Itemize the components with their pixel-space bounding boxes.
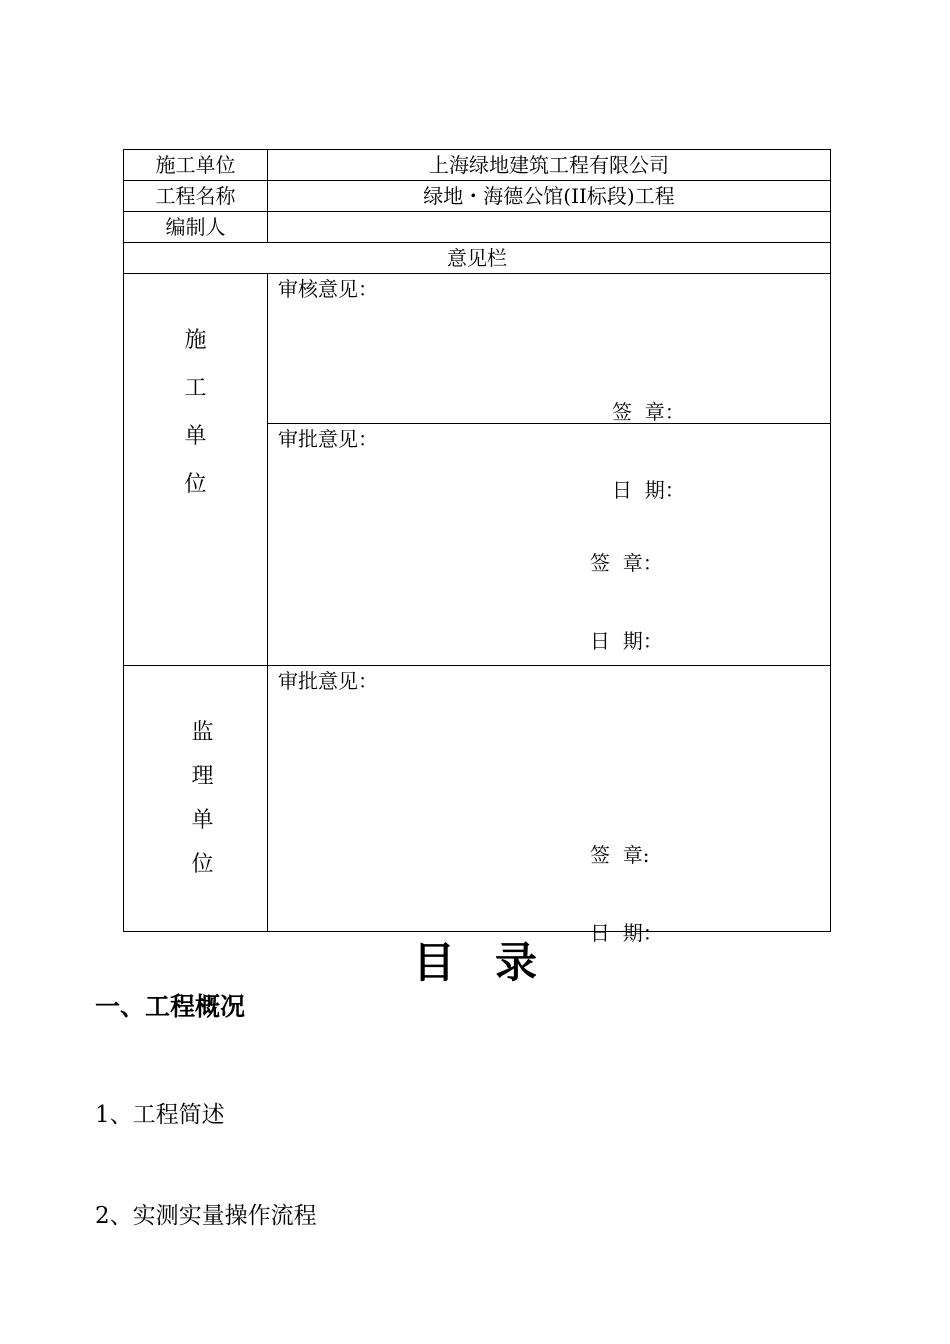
toc-section-heading: 一、工程概况: [95, 992, 246, 1021]
seal-label: 签 章：: [590, 551, 663, 575]
seal-label: 签 章：: [612, 400, 685, 424]
table-row: [124, 243, 831, 274]
date-label: 日 期：: [612, 478, 685, 502]
opinion-header: 意见栏: [124, 243, 831, 274]
supervision-unit-vertical-label: [124, 666, 268, 932]
vertical-char: 位: [184, 472, 207, 497]
table-row: [124, 181, 831, 212]
vertical-char: 监: [191, 720, 214, 745]
approval-opinion-cell: [268, 424, 831, 666]
table-row: [124, 150, 831, 181]
vertical-char: 理: [191, 764, 214, 789]
vertical-char: 工: [184, 376, 207, 401]
construction-unit-label: 施工单位: [124, 150, 268, 181]
project-name-value: 绿地・海德公馆(II标段)工程: [268, 181, 831, 212]
approval-opinion-label: 审批意见：: [278, 427, 378, 451]
table-row: [124, 212, 831, 243]
approval-form-table: [123, 149, 831, 945]
supervision-approval-cell: [268, 666, 831, 945]
compiler-value: [268, 212, 831, 243]
toc-item: 1、工程简述: [95, 1102, 225, 1128]
toc-title-char: 目: [412, 938, 455, 987]
seal-label: 签 章:: [590, 843, 650, 867]
vertical-char: 位: [191, 852, 214, 877]
vertical-char: 单: [191, 808, 214, 833]
table-row: [124, 274, 831, 424]
supervision-approval-label: 审批意见：: [278, 669, 378, 693]
vertical-char: 施: [184, 328, 207, 353]
project-name-label: 工程名称: [124, 181, 268, 212]
vertical-char: 单: [184, 424, 207, 449]
date-label: 日 期：: [590, 629, 663, 653]
table-row: [124, 666, 831, 932]
compiler-label: 编制人: [124, 212, 268, 243]
toc-item: 2、实测实量操作流程: [95, 1203, 317, 1229]
construction-unit-value: 上海绿地建筑工程有限公司: [268, 150, 831, 181]
construction-unit-vertical-label: [124, 274, 268, 666]
toc-title: [0, 930, 950, 990]
date-label: 日 期：: [590, 921, 663, 945]
review-opinion-label: 审核意见：: [278, 277, 378, 301]
toc-title-char: 录: [495, 938, 538, 987]
